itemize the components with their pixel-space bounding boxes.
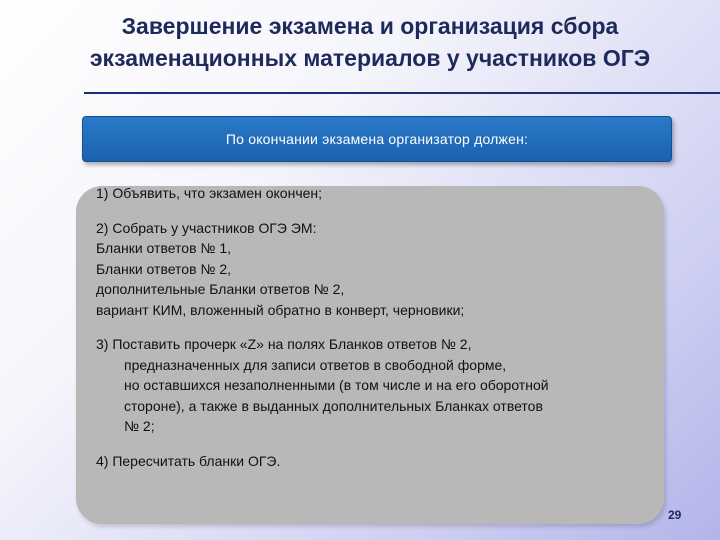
list-item-4: 4) Пересчитать бланки ОГЭ. (96, 452, 281, 469)
page-number: 29 (668, 508, 682, 522)
list-item-2-line: дополнительные Бланки ответов № 2, (96, 281, 345, 297)
title-line-1: Завершение экзамена и организация сбора (121, 13, 619, 39)
list-item-3 (96, 334, 666, 437)
list-item-3-line: стороне), а также в выданных дополнительных Бланках ответов (124, 397, 543, 414)
list-item-3-line: 3) Поставить прочерк «Z» на полях Бланков ответов № 2, (96, 336, 472, 352)
list-item-2-line: вариант КИМ, вложенный обратно в конверт, черновики; (96, 301, 465, 318)
instruction-list (96, 183, 666, 471)
title-line-2: экзаменационных материалов у участников ОГЭ (89, 45, 651, 71)
list-item-3-line: № 2; (124, 418, 155, 434)
list-item-2-line: 2) Собрать у участников ОГЭ ЭМ: (96, 219, 317, 236)
list-item-2-line: Бланки ответов № 1, (96, 240, 231, 256)
title-divider (84, 92, 720, 94)
list-item-3-line: предназначенных для записи ответов в свободной форме, (124, 356, 507, 373)
slide-title (60, 10, 680, 74)
list-item-1: 1) Объявить, что экзамен окончен; (96, 185, 323, 201)
instruction-banner: По окончании экзамена организатор должен: (82, 116, 672, 162)
list-item-2-line: Бланки ответов № 2, (96, 260, 231, 277)
list-item-2 (96, 218, 666, 321)
list-item-3-line: но оставшихся незаполненными (в том числе и на его оборотной (124, 377, 549, 393)
